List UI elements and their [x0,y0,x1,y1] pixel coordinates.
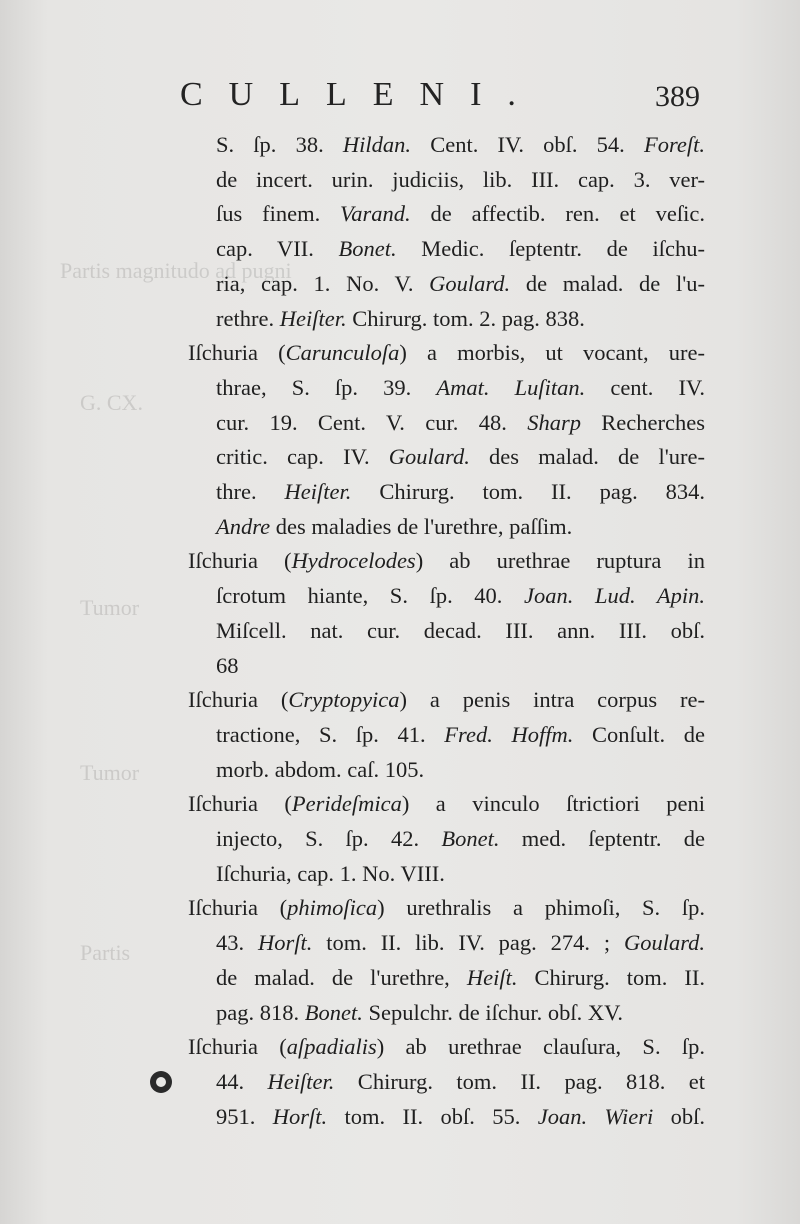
italic-citation: Heiſt. [466,964,518,990]
italic-citation: Joan. Wieri [537,1103,654,1129]
text-run: de affectib. ren. et veſic. [410,201,705,227]
running-title: CULLENI. [180,76,542,113]
text-run: 44. [216,1068,268,1094]
italic-citation: Varand. [340,201,411,227]
italic-citation: Cryptopyica [288,687,400,713]
text-run: des maladies de l'urethre, paſſim. [270,513,573,539]
text-line [188,1030,705,1065]
text-run: Conſult. de [573,721,705,747]
italic-citation: Heiſter. [279,305,347,331]
text-run: Iſchuria, cap. 1. No. VIII. [216,860,445,886]
text-line [188,857,705,892]
text-run: cap. VII. [216,236,339,262]
text-run: de malad. de l'urethre, [216,964,467,990]
running-head [180,70,700,130]
text-line [188,406,705,441]
italic-citation: Andre [216,513,271,539]
text-run: rethre. [216,305,280,331]
italic-citation: Bonet. [441,826,500,852]
text-line [188,1065,705,1100]
index-entry [160,683,705,787]
text-run: tom. II. lib. IV. pag. 274. ; [312,930,624,956]
text-run: cur. 19. Cent. V. cur. 48. [216,409,528,435]
text-line [188,961,705,996]
italic-citation: Goulard. [623,930,706,956]
text-run: ſcrotum hiante, S. ſp. 40. [216,583,525,609]
italic-citation: phimoſica [287,895,378,921]
show-through-text: Partis magnitudo ad pugni [60,258,292,283]
text-line [188,718,705,753]
page-body-text [160,128,705,1134]
text-line [188,510,705,545]
text-line [188,163,705,198]
show-through-text: Tumor [80,595,140,620]
text-line [188,371,705,406]
library-stamp-icon [150,1071,172,1093]
text-run: Chirurg. tom. II. pag. 834. [351,479,706,505]
text-run: ſus finem. [216,201,341,227]
italic-citation: Bonet. [338,236,397,262]
text-run: Medic. ſeptentr. de iſchu- [396,236,705,262]
text-run: injecto, S. ſp. 42. [216,826,442,852]
text-run: ) a penis intra corpus re- [399,687,705,713]
text-line [188,649,705,684]
text-run: cent. IV. [585,374,705,400]
italic-citation: Heiſter. [267,1068,335,1094]
text-run: ) a morbis, ut vocant, ure- [399,340,705,366]
index-entry [160,891,705,1030]
italic-citation: Fred. Hoffm. [444,721,574,747]
italic-citation: aſpadialis [286,1034,377,1060]
index-entry [160,787,705,891]
text-run: Sepulchr. de iſchur. obſ. XV. [362,999,624,1025]
italic-citation: Bonet. [304,999,363,1025]
text-run: thrae, S. ſp. 39. [216,374,437,400]
italic-citation: Perideſmica [291,791,402,817]
text-line [188,1100,705,1135]
italic-citation: Heiſter. [284,479,352,505]
text-line [188,197,705,232]
italic-citation: Hildan. [342,132,412,157]
text-run: tractione, S. ſp. 41. [216,721,445,747]
text-run: Chirurg. tom. 2. pag. 838. [346,305,585,331]
text-line [188,440,705,475]
text-run: Chirurg. tom. II. [517,964,706,990]
text-run: 951. [216,1103,273,1129]
italic-citation: Amat. Luſitan. [436,374,586,400]
text-run: Chirurg. tom. II. pag. 818. et [334,1068,705,1094]
text-run: Iſchuria ( [188,340,286,366]
text-line [188,128,705,163]
text-run: ) ab urethrae clauſura, S. ſp. [376,1034,705,1060]
italic-citation: Sharp [527,409,581,435]
text-run: Iſchuria ( [188,548,292,574]
text-run: 68 [216,652,239,678]
text-line [188,267,705,302]
text-run: ) urethralis a phimoſi, S. ſp. [377,895,705,921]
text-line [188,544,705,579]
text-run: Iſchuria ( [188,791,292,817]
text-run: morb. abdom. caſ. 105. [216,756,425,782]
text-line [188,787,705,822]
text-run: des malad. de l'ure- [469,444,705,470]
text-line [188,996,705,1031]
text-line [188,926,705,961]
text-run: 43. [216,930,258,956]
index-entry [160,336,705,544]
show-through-text: G. CX. [80,390,143,415]
text-line [188,579,705,614]
index-entry [160,544,705,683]
italic-citation: Joan. Lud. Apin. [524,583,705,609]
text-line [188,891,705,926]
italic-citation: Goulard. [388,444,470,470]
text-run: critic. cap. IV. [216,444,389,470]
text-line [188,753,705,788]
text-run: pag. 818. [216,999,305,1025]
italic-citation: Foreſt. [643,132,706,157]
index-entry [160,128,705,336]
text-run: Iſchuria ( [188,687,289,713]
italic-citation: Carunculoſa [285,340,400,366]
text-run: de incert. urin. judiciis, lib. III. cap. 3. ver- [216,166,705,192]
italic-citation: Hydrocelodes [291,548,416,574]
italic-citation: Goulard. [429,270,511,296]
text-line [188,475,705,510]
text-run: ) ab urethrae ruptura in [415,548,705,574]
text-line [188,302,705,337]
show-through-text: Partis [80,940,131,965]
text-run: med. ſeptentr. de [499,826,706,852]
text-run: ria, cap. 1. No. V. [216,270,430,296]
text-line [188,822,705,857]
text-run: de malad. de l'u- [510,270,705,296]
index-entry [160,1030,705,1134]
text-run: Miſcell. nat. cur. decad. III. ann. III. obſ. [216,617,705,643]
text-line [188,683,705,718]
text-run: obſ. [653,1103,705,1129]
text-line [188,232,705,267]
text-run: Iſchuria ( [188,895,288,921]
show-through-text: Tumor [80,760,140,785]
italic-citation: Horſt. [257,930,313,956]
text-run: Recherches [580,409,705,435]
text-line [188,614,705,649]
text-run: S. ſp. 38. [216,132,343,157]
text-run: thre. [216,479,285,505]
text-run: Cent. IV. obſ. 54. [411,132,644,157]
text-line [188,336,705,371]
page-number: 389 [655,80,700,113]
text-run: ) a vinculo ſtrictiori peni [401,791,705,817]
italic-citation: Horſt. [272,1103,328,1129]
text-run: tom. II. obſ. 55. [327,1103,538,1129]
text-run: Iſchuria ( [188,1034,287,1060]
